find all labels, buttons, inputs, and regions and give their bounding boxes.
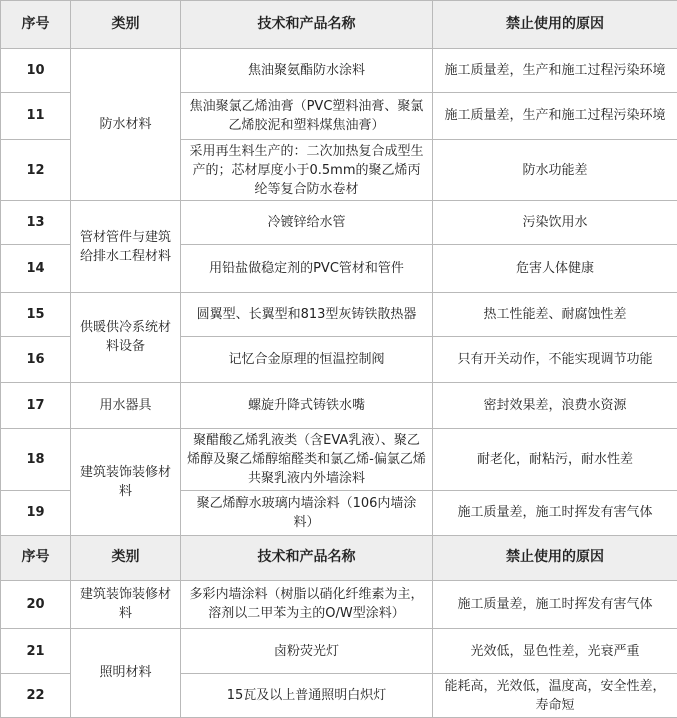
table-row: [1, 429, 677, 491]
row-number: 13: [1, 201, 71, 245]
row-number: 19: [1, 491, 71, 536]
table-row: [1, 292, 677, 337]
category-cell: 防水材料: [71, 48, 181, 201]
row-number: 20: [1, 581, 71, 629]
header-no: 序号: [1, 1, 71, 49]
product-cell: 记忆合金原理的恒温控制阀: [181, 337, 433, 383]
product-cell: 采用再生料生产的：二次加热复合成型生产的；芯材厚度小于0.5mm的聚乙烯丙纶等复合防水卷材: [181, 139, 433, 201]
header-product: 技术和产品名称: [181, 1, 433, 49]
product-cell: 圆翼型、长翼型和813型灰铸铁散热器: [181, 292, 433, 337]
row-number: 10: [1, 48, 71, 93]
reason-cell: 热工性能差、耐腐蚀性差: [433, 292, 677, 337]
reason-cell: 施工质量差，施工时挥发有害气体: [433, 491, 677, 536]
reason-cell: 施工质量差，施工时挥发有害气体: [433, 581, 677, 629]
product-cell: 聚乙烯醇水玻璃内墙涂料（106内墙涂料）: [181, 491, 433, 536]
table-header-row: [1, 1, 677, 49]
reason-cell: 污染饮用水: [433, 201, 677, 245]
reason-cell: 只有开关动作，不能实现调节功能: [433, 337, 677, 383]
row-number: 22: [1, 674, 71, 718]
header-no: 序号: [1, 535, 71, 581]
reason-cell: 防水功能差: [433, 139, 677, 201]
product-cell: 15瓦及以上普通照明白炽灯: [181, 674, 433, 718]
row-number: 12: [1, 139, 71, 201]
reason-cell: 能耗高，光效低，温度高，安全性差，寿命短: [433, 674, 677, 718]
header-category: 类别: [71, 535, 181, 581]
category-cell: 建筑装饰装修材料: [71, 429, 181, 535]
product-cell: 焦油聚氨酯防水涂料: [181, 48, 433, 93]
row-number: 14: [1, 245, 71, 293]
header-product: 技术和产品名称: [181, 535, 433, 581]
table-row: [1, 382, 677, 429]
reason-cell: 光效低，显色性差，光衰严重: [433, 628, 677, 674]
table-row: [1, 48, 677, 93]
row-number: 18: [1, 429, 71, 491]
product-cell: 螺旋升降式铸铁水嘴: [181, 382, 433, 429]
product-cell: 多彩内墙涂料（树脂以硝化纤维素为主，溶剂以二甲苯为主的O/W型涂料）: [181, 581, 433, 629]
reason-cell: 施工质量差，生产和施工过程污染环境: [433, 48, 677, 93]
category-cell: 管材管件与建筑给排水工程材料: [71, 201, 181, 292]
product-cell: 聚醋酸乙烯乳液类（含EVA乳液）、聚乙烯醇及聚乙烯醇缩醛类和氯乙烯-偏氯乙烯共聚乳液内外墙涂料: [181, 429, 433, 491]
row-number: 16: [1, 337, 71, 383]
category-cell: 建筑装饰装修材料: [71, 581, 181, 629]
table-row: [1, 628, 677, 674]
category-cell: 用水器具: [71, 382, 181, 429]
row-number: 15: [1, 292, 71, 337]
category-cell: 照明材料: [71, 628, 181, 717]
header-reason: 禁止使用的原因: [433, 535, 677, 581]
table-row: [1, 581, 677, 629]
row-number: 21: [1, 628, 71, 674]
reason-cell: 施工质量差，生产和施工过程污染环境: [433, 93, 677, 140]
row-number: 11: [1, 93, 71, 140]
reason-cell: 耐老化，耐粘污，耐水性差: [433, 429, 677, 491]
reason-cell: 密封效果差，浪费水资源: [433, 382, 677, 429]
header-reason: 禁止使用的原因: [433, 1, 677, 49]
product-cell: 卤粉荧光灯: [181, 628, 433, 674]
product-cell: 用铅盐做稳定剂的PVC管材和管件: [181, 245, 433, 293]
product-cell: 焦油聚氯乙烯油膏（PVC塑料油膏、聚氯乙烯胶泥和塑料煤焦油膏）: [181, 93, 433, 140]
header-category: 类别: [71, 1, 181, 49]
row-number: 17: [1, 382, 71, 429]
table-row: [1, 201, 677, 245]
product-cell: 冷镀锌给水管: [181, 201, 433, 245]
table-header-row: [1, 535, 677, 581]
category-cell: 供暖供冷系统材料设备: [71, 292, 181, 382]
reason-cell: 危害人体健康: [433, 245, 677, 293]
